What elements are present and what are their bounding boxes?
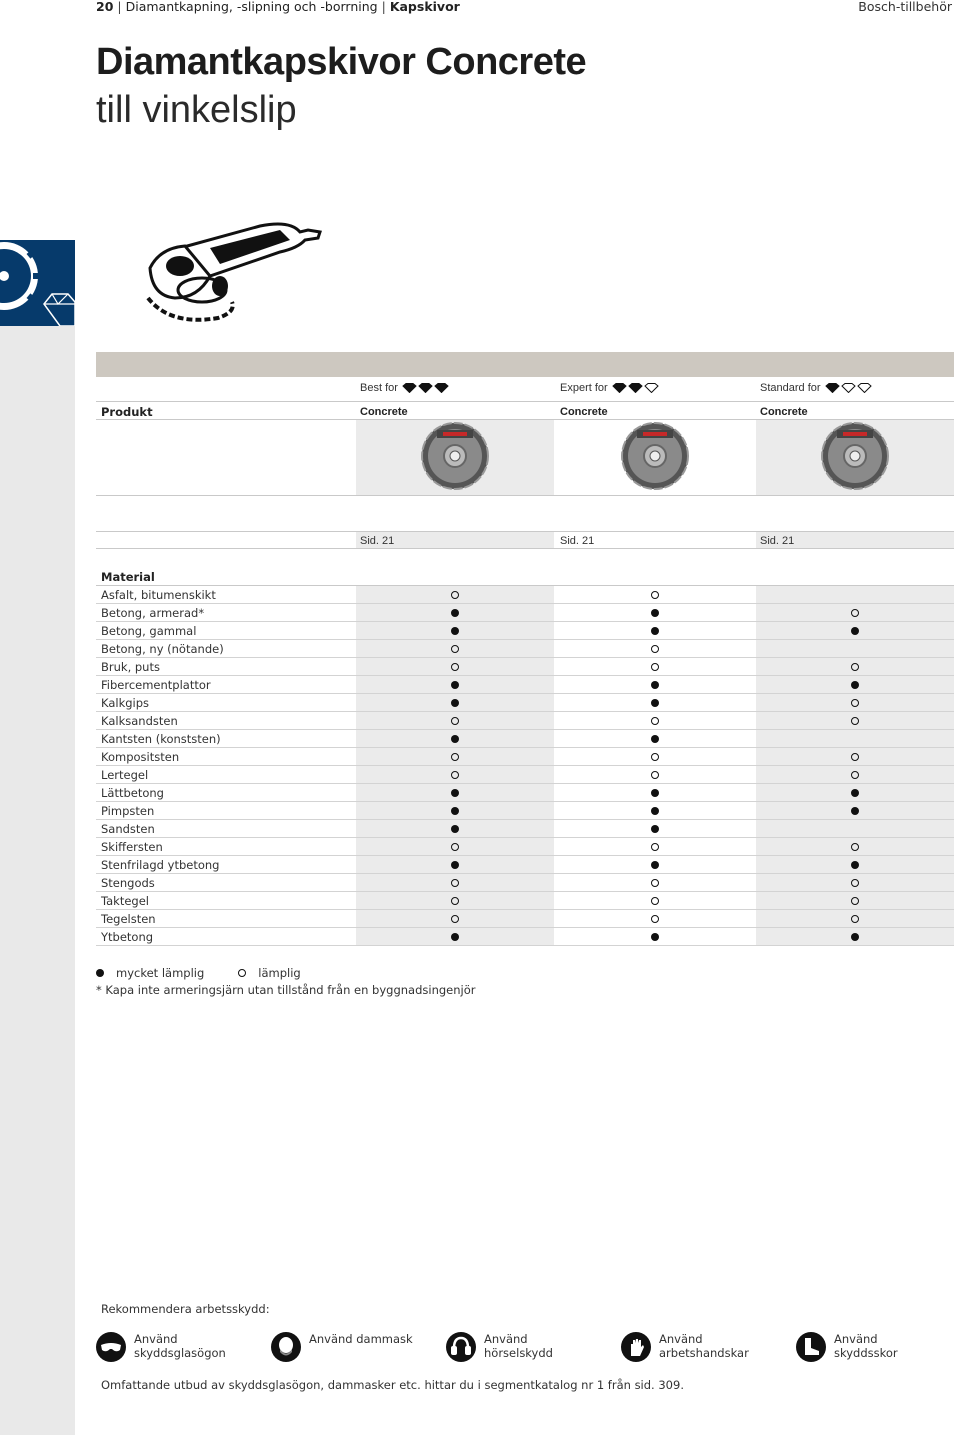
table-row [96, 712, 954, 730]
very-suitable-symbol [651, 789, 659, 797]
suitable-symbol [851, 699, 859, 707]
suitable-symbol [651, 771, 659, 779]
material-label: Taktegel [101, 894, 149, 908]
suitability-cell [556, 586, 754, 603]
suitability-cell [756, 676, 954, 693]
material-label: Ytbetong [101, 930, 154, 944]
protection-label: Använd hörselskydd [484, 1332, 553, 1360]
material-label: Sandsten [101, 822, 155, 836]
suitability-cell [556, 838, 754, 855]
suitability-cell [356, 622, 554, 639]
material-label: Kalkgips [101, 696, 150, 710]
very-suitable-symbol [451, 681, 459, 689]
page-number: 20 [96, 0, 114, 14]
suitability-cell [356, 730, 554, 747]
suitability-cell [356, 712, 554, 729]
legend-very-suitable: mycket lämplig [116, 966, 205, 980]
protection-heading: Rekommendera arbetsskydd: [101, 1302, 270, 1316]
suitability-cell [556, 622, 754, 639]
suitable-symbol [651, 591, 659, 599]
very-suitable-symbol [451, 699, 459, 707]
table-row [96, 676, 954, 694]
suitability-cell [356, 892, 554, 909]
suitable-symbol [451, 897, 459, 905]
suitability-cell [356, 748, 554, 765]
diamond-disc-image [621, 422, 689, 490]
page-reference[interactable]: Sid. 21 [760, 535, 795, 547]
suitability-cell [556, 730, 754, 747]
table-row [96, 586, 954, 604]
very-suitable-symbol [851, 627, 859, 635]
protection-item [621, 1332, 769, 1362]
table-row [96, 694, 954, 712]
page-title: Diamantkapskivor Concrete [96, 41, 587, 83]
page-reference-row [96, 531, 954, 549]
brand-label: Bosch-tillbehör [858, 0, 952, 14]
product-name: Concrete [760, 406, 808, 418]
material-label: Stengods [101, 876, 155, 890]
very-suitable-symbol [451, 861, 459, 869]
very-suitable-symbol [651, 825, 659, 833]
very-suitable-symbol [451, 933, 459, 941]
suitability-cell [556, 928, 754, 945]
table-row [96, 856, 954, 874]
material-label: Asfalt, bitumenskikt [101, 588, 216, 602]
very-suitable-symbol [451, 789, 459, 797]
suitability-cell [756, 784, 954, 801]
very-suitable-symbol [651, 933, 659, 941]
suitability-cell [356, 658, 554, 675]
very-suitable-symbol [851, 681, 859, 689]
suitable-symbol [851, 897, 859, 905]
suitability-cell [756, 928, 954, 945]
gloves-icon [621, 1332, 651, 1362]
table-row [96, 802, 954, 820]
suitable-symbol [651, 897, 659, 905]
suitability-cell [356, 694, 554, 711]
suitable-symbol [651, 717, 659, 725]
suitable-symbol [451, 663, 459, 671]
safety-glasses-icon [96, 1332, 126, 1362]
suitability-cell [756, 820, 954, 837]
suitable-symbol [651, 879, 659, 887]
table-row [96, 820, 954, 838]
material-heading: Material [101, 570, 155, 584]
table-row [96, 730, 954, 748]
category-icon-box [0, 240, 75, 326]
diamond-disc-image [421, 422, 489, 490]
very-suitable-symbol [651, 861, 659, 869]
suitable-symbol [651, 915, 659, 923]
suitable-symbol [451, 771, 459, 779]
suitable-symbol [451, 843, 459, 851]
footnote: * Kapa inte armeringsjärn utan tillstånd från en byggnadsingenjör [96, 983, 476, 997]
suitability-cell [556, 712, 754, 729]
suitability-cell [756, 712, 954, 729]
suitability-cell [356, 784, 554, 801]
very-suitable-symbol [651, 609, 659, 617]
table-row [96, 928, 954, 946]
very-suitable-symbol [851, 807, 859, 815]
suitability-cell [756, 658, 954, 675]
suitability-cell [756, 604, 954, 621]
suitability-cell [756, 694, 954, 711]
suitability-cell [556, 748, 754, 765]
table-row [96, 892, 954, 910]
suitability-cell [356, 874, 554, 891]
material-label: Betong, ny (nötande) [101, 642, 224, 656]
material-label: Lertegel [101, 768, 149, 782]
suitability-cell [356, 802, 554, 819]
material-label: Tegelsten [101, 912, 156, 926]
protection-item [271, 1332, 419, 1362]
suitable-symbol [851, 753, 859, 761]
divider [96, 401, 954, 402]
product-name: Concrete [560, 406, 608, 418]
very-suitable-symbol [651, 699, 659, 707]
suitable-symbol [451, 591, 459, 599]
section-name: Diamantkapning, -slipning och -borrning [125, 0, 378, 14]
table-header-bar [96, 352, 954, 377]
protection-item [796, 1332, 944, 1362]
very-suitable-symbol [451, 627, 459, 635]
suitability-cell [756, 640, 954, 657]
protection-label: Använd dammask [309, 1332, 413, 1346]
table-row [96, 784, 954, 802]
material-label: Kantsten (konststen) [101, 732, 221, 746]
page-header: 20 | Diamantkapning, -slipning och -borrning | Kapskivor Bosch-tillbehör [96, 0, 952, 14]
suitability-cell [556, 658, 754, 675]
diamond-rating-icon [825, 383, 872, 393]
category-expert: Expert for [560, 382, 659, 394]
suitable-symbol [651, 753, 659, 761]
dust-mask-icon [271, 1332, 301, 1362]
suitability-cell [556, 874, 754, 891]
very-suitable-symbol [851, 789, 859, 797]
suitable-symbol [851, 879, 859, 887]
legend [96, 966, 301, 980]
suitability-cell [556, 892, 754, 909]
diamond-rating-icon [402, 383, 449, 393]
suitability-cell [556, 694, 754, 711]
diamond-rating-icon [612, 383, 659, 393]
suitability-cell [356, 586, 554, 603]
ear-protection-icon [446, 1332, 476, 1362]
suitability-cell [556, 676, 754, 693]
suitability-cell [556, 766, 754, 783]
protection-item [96, 1332, 244, 1362]
suitability-cell [756, 910, 954, 927]
left-margin-strip [0, 326, 75, 1435]
protection-label: Använd arbetshandskar [659, 1332, 749, 1360]
suitability-cell [556, 820, 754, 837]
page-reference[interactable]: Sid. 21 [360, 535, 395, 547]
very-suitable-symbol [451, 825, 459, 833]
diamond-blade-icon [0, 240, 75, 326]
suitable-symbol [851, 915, 859, 923]
safety-shoes-icon [796, 1332, 826, 1362]
material-label: Lättbetong [101, 786, 164, 800]
suitability-cell [356, 676, 554, 693]
subsection-name: Kapskivor [389, 0, 460, 14]
material-label: Pimpsten [101, 804, 155, 818]
material-label: Stenfrilagd ytbetong [101, 858, 220, 872]
suitability-cell [356, 910, 554, 927]
very-suitable-symbol [851, 861, 859, 869]
suitable-symbol [851, 843, 859, 851]
very-suitable-symbol [651, 681, 659, 689]
suitability-cell [756, 748, 954, 765]
suitability-cell [356, 856, 554, 873]
table-row [96, 640, 954, 658]
product-name: Concrete [360, 406, 408, 418]
suitable-symbol [851, 771, 859, 779]
protection-label: Använd skyddsglasögon [134, 1332, 226, 1360]
very-suitable-symbol [451, 609, 459, 617]
suitable-symbol [651, 843, 659, 851]
material-label: Skiffersten [101, 840, 163, 854]
very-suitable-symbol [451, 735, 459, 743]
material-label: Betong, gammal [101, 624, 197, 638]
page-reference[interactable]: Sid. 21 [560, 535, 595, 547]
table-row [96, 838, 954, 856]
material-label: Fibercementplattor [101, 678, 211, 692]
suitable-symbol [851, 663, 859, 671]
suitability-cell [756, 838, 954, 855]
suitability-cell [756, 874, 954, 891]
protection-label: Använd skyddsskor [834, 1332, 898, 1360]
suitable-symbol [851, 717, 859, 725]
table-row [96, 604, 954, 622]
table-row [96, 766, 954, 784]
suitability-cell [756, 766, 954, 783]
very-suitable-symbol [651, 735, 659, 743]
table-row [96, 910, 954, 928]
legend-suitable: lämplig [258, 966, 301, 980]
very-suitable-symbol [651, 627, 659, 635]
suitability-cell [356, 604, 554, 621]
suitability-cell [556, 784, 754, 801]
suitability-cell [556, 910, 754, 927]
very-suitable-symbol [96, 969, 104, 977]
table-row [96, 658, 954, 676]
suitability-cell [756, 586, 954, 603]
suitability-cell [556, 856, 754, 873]
protection-item [446, 1332, 594, 1362]
suitability-cell [556, 604, 754, 621]
category-standard: Standard for [760, 382, 872, 394]
produkt-label: Produkt [101, 405, 153, 419]
divider [96, 495, 954, 496]
suitability-cell [356, 640, 554, 657]
suitable-symbol [651, 663, 659, 671]
suitable-symbol [451, 915, 459, 923]
very-suitable-symbol [451, 807, 459, 815]
angle-grinder-icon [140, 218, 325, 328]
protection-note: Omfattande utbud av skyddsglasögon, dammasker etc. hittar du i segmentkatalog nr 1 från sid. 309. [101, 1378, 684, 1392]
material-label: Bruk, puts [101, 660, 160, 674]
suitability-cell [756, 856, 954, 873]
material-label: Kalksandsten [101, 714, 178, 728]
material-label: Kompositsten [101, 750, 180, 764]
very-suitable-symbol [651, 807, 659, 815]
suitability-cell [556, 640, 754, 657]
suitability-cell [756, 802, 954, 819]
suitability-cell [356, 928, 554, 945]
suitability-cell [356, 766, 554, 783]
suitable-symbol [451, 753, 459, 761]
suitable-symbol [451, 717, 459, 725]
suitability-cell [356, 838, 554, 855]
suitable-symbol [851, 609, 859, 617]
suitability-cell [756, 730, 954, 747]
table-row [96, 748, 954, 766]
table-row [96, 874, 954, 892]
suitable-symbol [238, 969, 246, 977]
suitability-cell [756, 622, 954, 639]
suitable-symbol [451, 645, 459, 653]
very-suitable-symbol [851, 933, 859, 941]
suitable-symbol [651, 645, 659, 653]
suitability-cell [356, 820, 554, 837]
suitable-symbol [451, 879, 459, 887]
material-label: Betong, armerad* [101, 606, 205, 620]
diamond-disc-image [821, 422, 889, 490]
category-best: Best for [360, 382, 449, 394]
suitability-cell [756, 892, 954, 909]
suitability-cell [556, 802, 754, 819]
table-row [96, 622, 954, 640]
page-subtitle: till vinkelslip [96, 89, 297, 131]
